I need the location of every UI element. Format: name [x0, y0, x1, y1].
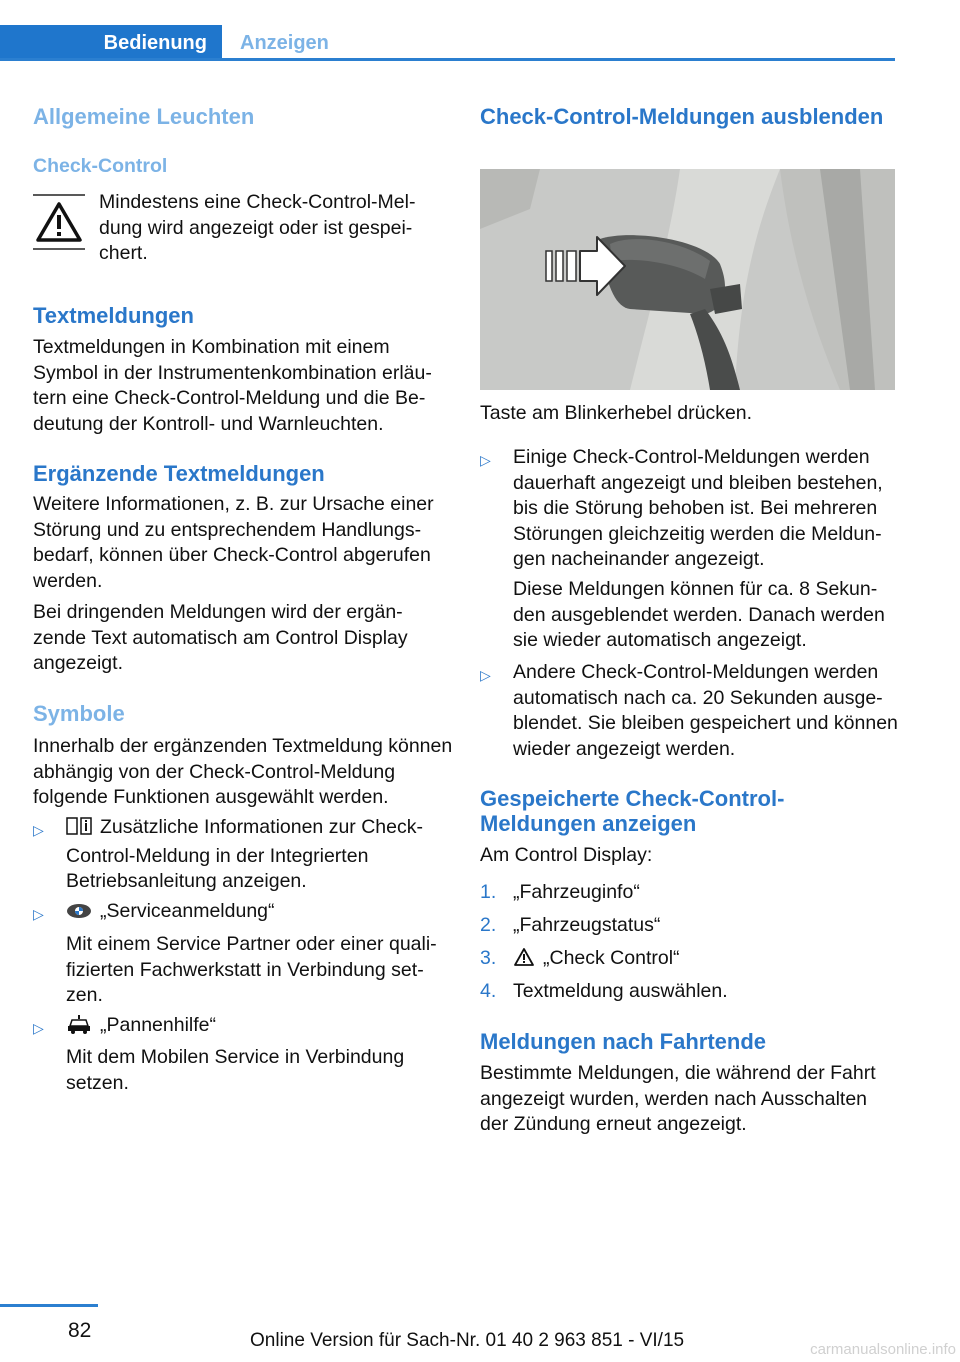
- step-textmeldung: Textmeldung auswählen.: [513, 980, 728, 1002]
- breakdown-car-icon: [66, 1014, 92, 1042]
- blinker-lever-photo: [480, 169, 895, 390]
- bullet-triangle-icon: ▷: [33, 906, 44, 922]
- bullet-andere-meldungen: Andere Check-Control-Meldungen werden automatisch nach ca. 20 Sekunden ausgeblendet. Sie bleiben gespeichert und können wieder angezeigt werden.: [513, 661, 898, 760]
- symbol-item-service-desc: Mit einem Service Partner oder einer qualifizierten Fachwerkstatt in Verbindung setzen.: [66, 933, 437, 1006]
- tab-bedienung[interactable]: Bedienung: [0, 25, 222, 61]
- heading-ergaenzende-textmeldungen: Ergänzende Textmeldungen: [33, 461, 325, 486]
- bullet-triangle-icon: ▷: [480, 452, 491, 468]
- am-control-display: Am Control Display:: [480, 844, 653, 866]
- online-version-text: Online Version für Sach-Nr. 01 40 2 963 851 - VI/15: [250, 1330, 685, 1351]
- footer-divider: [0, 1304, 98, 1307]
- watermark: carmanualsonline.info: [810, 1341, 956, 1358]
- header-tabbar: [0, 25, 895, 61]
- ergaenzende-text-1: Weitere Informationen, z. B. zur Ursache einer Störung und zu entsprechendem Handlungsbedarf, können über Check-Control abgerufen werden.: [33, 493, 434, 592]
- step-number: 3.: [480, 947, 497, 969]
- bullet-triangle-icon: ▷: [480, 667, 491, 683]
- symbole-text: Innerhalb der ergänzenden Textmeldung können abhängig von der Check-Control-Meldung folgende Funktionen ausgewählt werden.: [33, 735, 453, 808]
- header-divider: [0, 58, 895, 61]
- small-warning-triangle-icon: [513, 947, 535, 975]
- heading-ausblenden: Check-Control-Meldungen ausblenden: [480, 104, 884, 129]
- bullet-einige-meldungen: Einige Check-Control-Meldungen werden dauerhaft angezeigt und bleiben bestehen, bis die Störung behoben ist. Bei mehreren Störungen gleichzeitig werden die Meldungen nacheinander angezeigt.: [513, 446, 883, 570]
- symbol-item-pannenhilfe-desc: Mit dem Mobilen Service in Verbindung setzen.: [66, 1046, 405, 1094]
- fahrtende-text: Bestimmte Meldungen, die während der Fahrt angezeigt wurden, werden nach Ausschalten der Zündung erneut angezeigt.: [480, 1062, 876, 1135]
- bullet-triangle-icon: ▷: [33, 822, 44, 838]
- heading-allgemeine-leuchten: Allgemeine Leuchten: [33, 104, 255, 129]
- step-number: 4.: [480, 980, 497, 1002]
- check-control-text: Mindestens eine Check-Control-Meldung wird angezeigt oder ist gespeichert.: [99, 191, 416, 264]
- page-number: 82: [68, 1319, 92, 1342]
- step-fahrzeuginfo: „Fahrzeuginfo“: [513, 881, 640, 903]
- ergaenzende-text-2: Bei dringenden Meldungen wird der ergänzende Text automatisch am Control Display angezeigt.: [33, 601, 408, 674]
- symbol-item-manual: Zusätzliche Informationen zur Check-Control-Meldung in der Integrierten Betriebsanleitung anzeigen.: [66, 816, 423, 892]
- textmeldungen-text: Textmeldungen in Kombination mit einem Symbol in der Instrumentenkombination erläutern eine Check-Control-Meldung und die Bedeutung der Kontroll- und Warnleuchten.: [33, 336, 432, 435]
- step-number: 2.: [480, 914, 497, 936]
- manual-icon: [66, 816, 92, 844]
- bmw-service-icon: [66, 900, 92, 928]
- symbol-item-pannenhilfe: „Pannenhilfe“: [66, 1013, 451, 1042]
- bullet-einige-meldungen-sub: Diese Meldungen können für ca. 8 Sekunden ausgeblendet werden. Danach werden sie wieder automatisch angezeigt.: [513, 578, 885, 651]
- step-number: 1.: [480, 881, 497, 903]
- heading-symbole: Symbole: [33, 701, 125, 726]
- symbol-item-service: „Serviceanmeldung“: [66, 899, 451, 928]
- heading-meldungen-fahrtende: Meldungen nach Fahrtende: [480, 1029, 767, 1054]
- bullet-triangle-icon: ▷: [33, 1020, 44, 1036]
- warning-triangle-icon: [33, 194, 85, 250]
- tab-anzeigen[interactable]: Anzeigen: [240, 32, 329, 54]
- step-fahrzeugstatus: „Fahrzeugstatus“: [513, 914, 661, 936]
- heading-textmeldungen: Textmeldungen: [33, 303, 194, 328]
- step-check-control: „Check Control“: [513, 946, 893, 975]
- photo-caption: Taste am Blinkerhebel drücken.: [480, 402, 753, 424]
- heading-check-control: Check-Control: [33, 155, 168, 177]
- heading-gespeicherte-meldungen: Gespeicherte Check-Control-Meldungen anzeigen: [480, 786, 785, 836]
